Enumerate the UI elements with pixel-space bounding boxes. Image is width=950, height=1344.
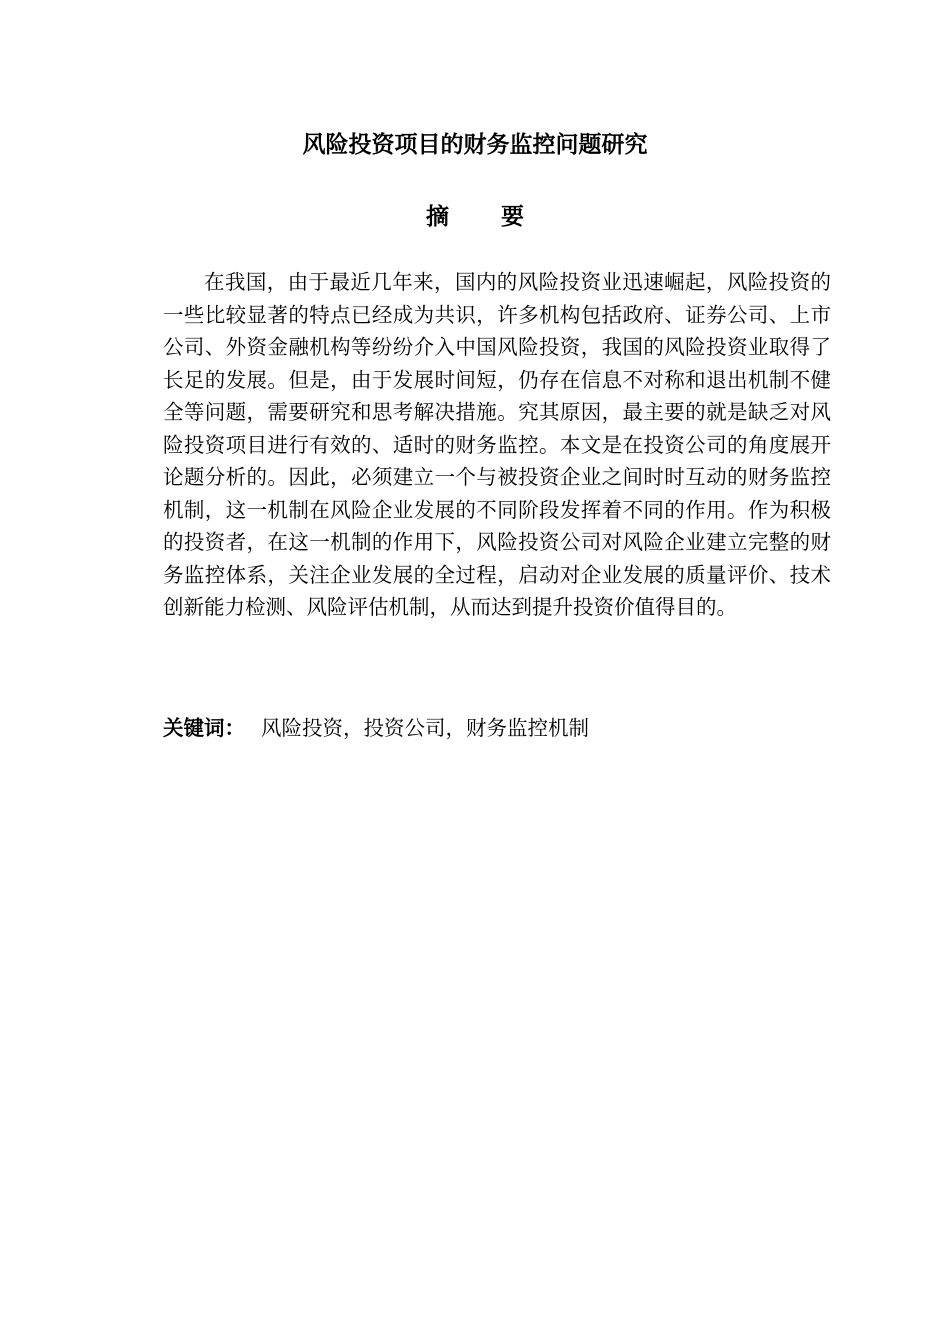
abstract-heading: 摘要 bbox=[426, 204, 576, 230]
keywords-text: 风险投资，投资公司，财务监控机制 bbox=[261, 716, 589, 740]
abstract-body: 在我国，由于最近几年来，国内的风险投资业迅速崛起，风险投资的一些比较显著的特点已经成为共识，许多机构包括政府、证券公司、上市公司、外资金融机构等纷纷介入中国风险投资，我国的风险投资业取得了长足的发展。但是，由于发展时间短，仍存在信息不对称和退出机制不健全等问题，需要研究和思考解决措施。究其原因，最主要的就是缺乏对风险投资项目进行有效的、适时的财务监控。本文是在投资公司的角度展开论题分析的。因此，必须建立一个与被投资企业之间时时互动的财务监控机制，这一机制在风险企业发展的不同阶段发挥着不同的作用。作为积极的投资者，在这一机制的作用下，风险投资公司对风险企业建立完整的财务监控体系，关注企业发展的全过程，启动对企业发展的质量评价、技术创新能力检测、风险评估机制，从而达到提升投资价值得目的。 bbox=[163, 270, 831, 619]
paper-title: 风险投资项目的财务监控问题研究 bbox=[302, 132, 648, 158]
keywords-label: 关键词： bbox=[163, 716, 245, 740]
keywords-line bbox=[163, 712, 831, 744]
